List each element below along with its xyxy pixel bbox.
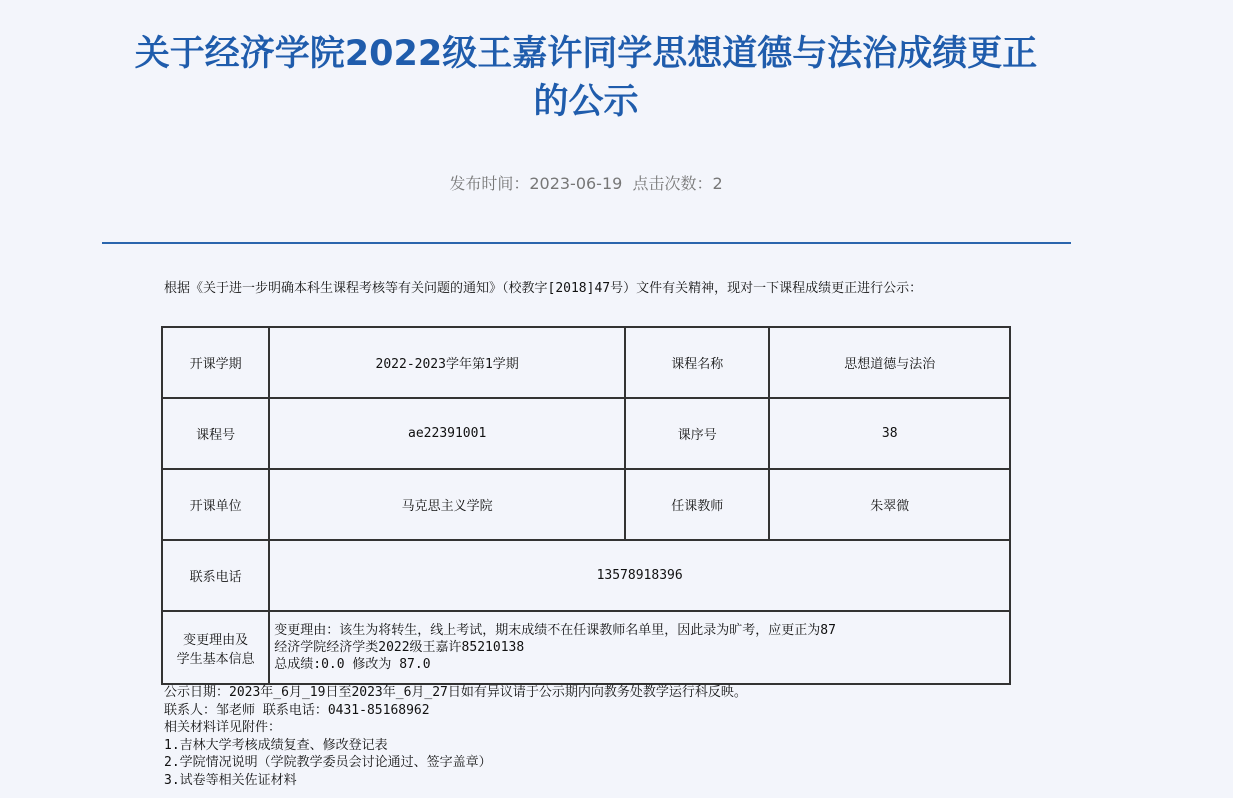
contact-info: 联系人：邹老师 联系电话：0431-85168962 [164,702,430,718]
term-value: 2022-2023学年第1学期 [269,327,625,398]
phone-label: 联系电话 [162,540,269,611]
reason-label-line-1: 变更理由及 [183,632,249,648]
click-count: 2 [712,174,723,193]
reason-line-3: 总成绩:0.0 修改为 87.0 [274,657,431,672]
unit-label: 开课单位 [162,469,269,540]
table-row [162,540,1010,611]
seq-value: 38 [769,398,1010,469]
page-title [100,30,1072,126]
course-name-label: 课程名称 [625,327,769,398]
grade-correction-table [161,326,1011,685]
table-row [162,469,1010,540]
course-name-value: 思想道德与法治 [769,327,1010,398]
article-meta [100,172,1072,196]
attachment-item: 3.试卷等相关佐证材料 [164,772,297,788]
table-row [162,327,1010,398]
teacher-label: 任课教师 [625,469,769,540]
course-no-label: 课程号 [162,398,269,469]
table-row [162,611,1010,684]
course-no-value: ae22391001 [269,398,625,469]
reason-line-2: 经济学院经济学类2022级王嘉许85210138 [274,640,525,655]
intro-paragraph: 根据《关于进一步明确本科生课程考核等有关问题的通知》（校教字[2018]47号）文件有关精神，现对一下课程成绩更正进行公示： [164,281,923,296]
publish-label: 发布时间： [449,174,530,193]
reason-label [162,611,269,684]
attachments-heading: 相关材料详见附件： [164,720,282,735]
reason-line-1: 变更理由：该生为将转生，线上考试，期末成绩不在任课教师名单里，因此录为旷考，应更正为87 [274,623,836,638]
publish-date: 2023-06-19 [529,174,623,193]
teacher-value: 朱翠微 [769,469,1010,540]
term-label: 开课学期 [162,327,269,398]
phone-value: 13578918396 [269,540,1010,611]
title-divider [102,242,1071,244]
title-line-1: 关于经济学院2022级王嘉许同学思想道德与法治成绩更正 [134,34,1038,74]
unit-value: 马克思主义学院 [269,469,625,540]
attachment-item: 1.吉林大学考核成绩复查、修改登记表 [164,737,388,753]
reason-label-line-2: 学生基本信息 [176,651,255,667]
seq-label: 课序号 [625,398,769,469]
notice-period: 公示日期：2023年_6月_19日至2023年_6月_27日如有异议请于公示期内向教务处教学运行科反映。 [164,685,747,700]
click-label: 点击次数： [632,174,713,193]
title-line-2: 的公示 [533,82,639,122]
table-row [162,398,1010,469]
footer-notes [164,684,1064,789]
reason-value [269,611,1010,684]
attachment-item: 2.学院情况说明（学院教学委员会讨论通过、签字盖章） [164,755,492,770]
